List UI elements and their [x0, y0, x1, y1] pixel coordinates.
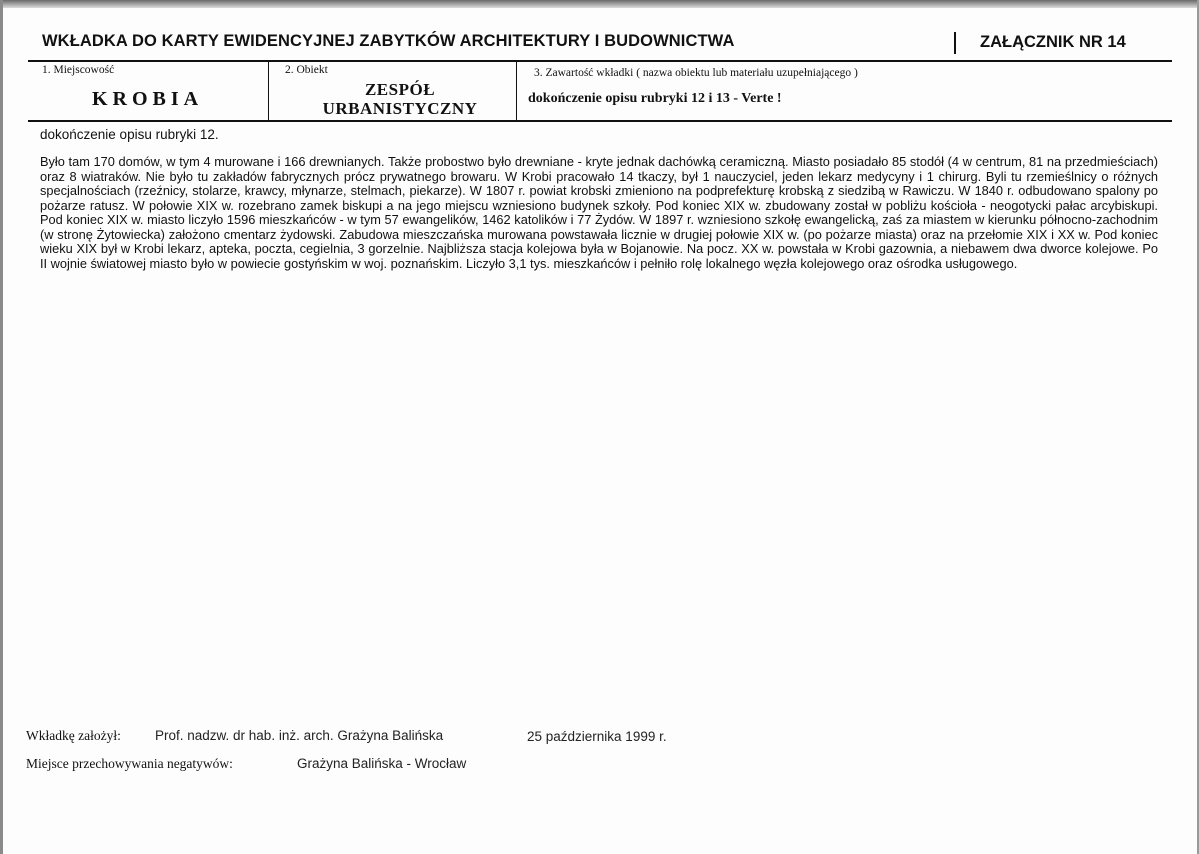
date-value: 25 października 1999 r.	[527, 729, 667, 744]
header-separator	[954, 32, 956, 54]
column-divider-2	[516, 61, 517, 121]
object-value-line1: ZESPÓŁ	[364, 80, 436, 99]
locality-value: KROBIA	[92, 88, 204, 110]
object-value-line2: URBANISTYCZNY	[322, 99, 478, 118]
table-bottom-rule	[28, 120, 1172, 122]
object-value	[300, 80, 500, 118]
contents-value: dokończenie opisu rubryki 12 i 13 - Verte !	[528, 91, 782, 106]
table-top-rule	[28, 60, 1172, 62]
section-subheading: dokończenie opisu rubryki 12.	[40, 127, 219, 142]
storage-value: Grażyna Balińska - Wrocław	[297, 756, 467, 771]
object-label: 2. Obiekt	[285, 64, 328, 76]
scan-top-edge	[0, 0, 1199, 8]
author-label: Wkładkę założył:	[26, 728, 121, 743]
contents-label: 3. Zawartość wkładki ( nazwa obiektu lub materiału uzupełniającego )	[534, 67, 858, 79]
locality-label: 1. Miejscowość	[42, 64, 115, 76]
document-title: WKŁADKA DO KARTY EWIDENCYJNEJ ZABYTKÓW ARCHITEKTURY I BUDOWNICTWA	[42, 32, 735, 50]
column-divider-1	[268, 61, 269, 121]
storage-label: Miejsce przechowywania negatywów:	[26, 756, 233, 771]
description-paragraph: Było tam 170 domów, w tym 4 murowane i 166 drewnianych. Także probostwo było drewniane - kryte jednak dachówką ceramiczną. Miasto posiadało 85 stodół (4 w centrum, 81 na przedmieściach) oraz 8 wiatraków. Nie było tu zakładów fabrycznych prócz prywatnego browaru. W Krobi pracowało 14 tkaczy, był 1 nauczyciel, jeden lekarz medycyny i 1 chirurg. Byli tu rzemieślnicy o różnych specjalnościach (rzeźnicy, stolarze, krawcy, młynarze, stelmach, piekarze). W 1807 r. powiat krobski zmieniono na podprefekturę krobską z siedzibą w Rawiczu. W 1840 r. odbudowano spalony po pożarze ratusz. W połowie XIX w. rozebrano zamek biskupi a na jego miejscu wzniesiono budynek szkoły. Pod koniec XIX w. zbudowany został w pobliżu kościoła - neogotycki pałac arcybiskupi. Pod koniec XIX w. miasto liczyło 1596 mieszkańców - w tym 57 ewangelików, 1462 katolików i 77 Żydów. W 1897 r. wzniesiono szkołę ewangelicką, zaś za miastem w kierunku północno-zachodnim (w stronę Żytowiecka) założono cmentarz żydowski. Zabudowa mieszczańska murowana powstawała licznie w drugiej połowie XIX w. (po pożarze miasta) oraz na przełomie XIX i XX w. Pod koniec wieku XIX był w Krobi lekarz, apteka, poczta, cegielnia, 3 gorzelnie. Najbliższa stacja kolejowa była w Bojanowie. Na pocz. XX w. powstała w Krobi gazownia, a niebawem dwa dworce kolejowe. Po II wojnie światowej miasto było w powiecie gostyńskim w woj. poznańskim. Liczyło 3,1 tys. mieszkańców i pełniło rolę lokalnego węzła kolejowego oraz ośrodka usługowego.	[40, 154, 1158, 271]
annex-number: ZAŁĄCZNIK NR 14	[980, 33, 1126, 51]
scan-left-edge	[0, 0, 3, 854]
author-value: Prof. nadzw. dr hab. inż. arch. Grażyna Balińska	[155, 728, 444, 743]
